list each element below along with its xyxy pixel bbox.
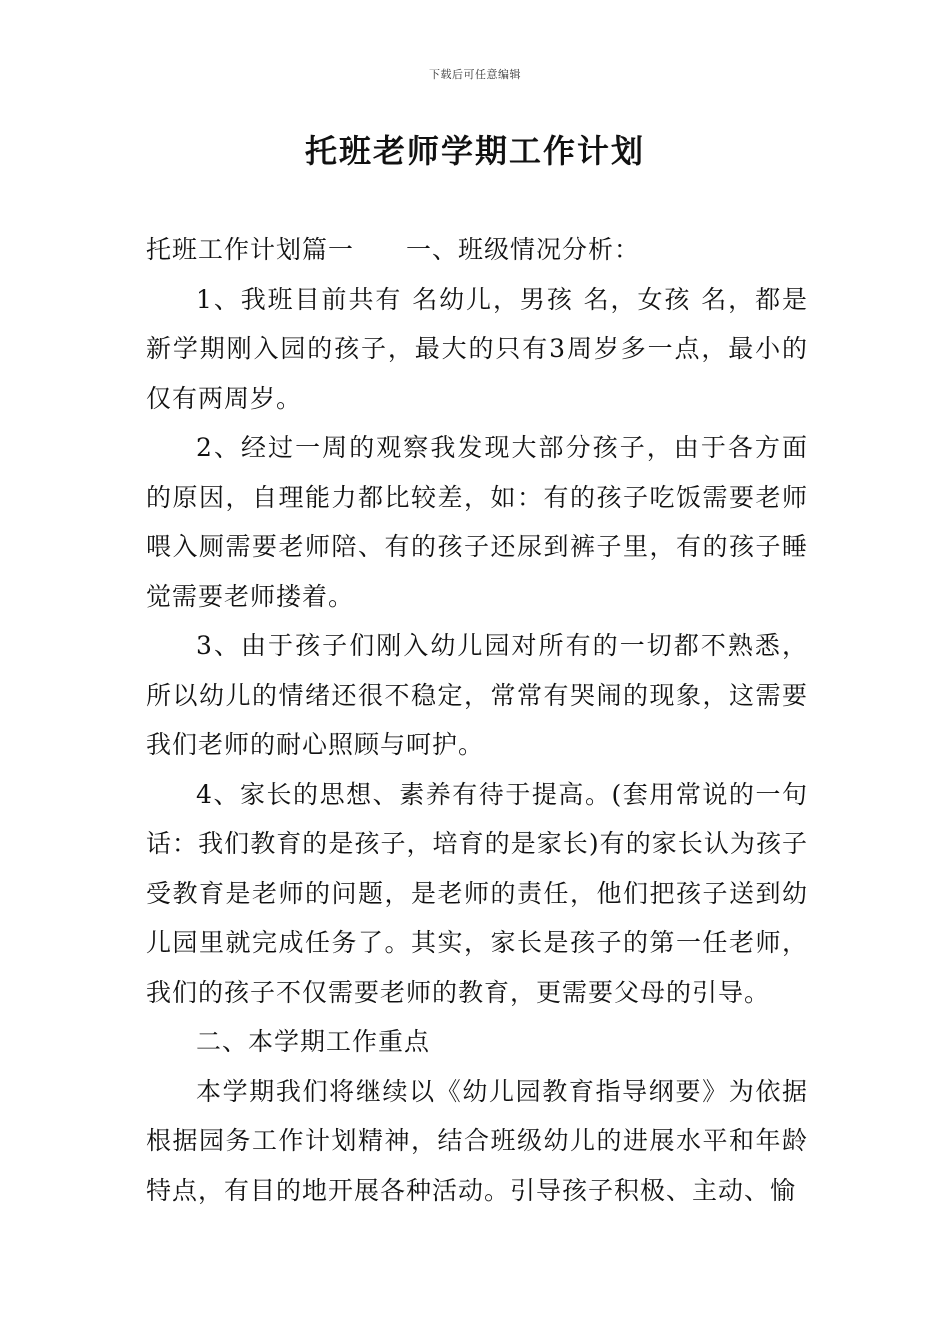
paragraph-4: 4、家长的思想、素养有待于提高。(套用常说的一句话：我们教育的是孩子，培育的是家长)有的家长认为孩子受教育是老师的问题，是老师的责任，他们把孩子送到幼儿园里就完成任务了。其实，家长是孩子的第一任老师，我们的孩子不仅需要老师的教育，更需要父母的引导。 — [146, 779, 808, 1007]
intro-line — [146, 225, 808, 275]
paragraph-1: 1、我班目前共有 名幼儿，男孩 名，女孩 名，都是新学期刚入园的孩子，最大的只有3周岁多一点，最小的仅有两周岁。 — [146, 284, 808, 413]
paragraph-3: 3、由于孩子们刚入幼儿园对所有的一切都不熟悉，所以幼儿的情绪还很不稳定，常常有哭闹的现象，这需要我们老师的耐心照顾与呵护。 — [146, 631, 808, 759]
section-2-heading: 二、本学期工作重点 — [196, 1027, 431, 1056]
header-note: 下载后可任意编辑 — [429, 68, 521, 81]
document-title: 托班老师学期工作计划 — [304, 132, 645, 170]
intro-part-a: 托班工作计划篇一 — [146, 235, 355, 264]
document-body — [146, 225, 808, 1215]
paragraph-2: 2、经过一周的观察我发现大部分孩子，由于各方面的原因，自理能力都比较差，如：有的孩子吃饭需要老师喂入厕需要老师陪、有的孩子还尿到裤子里，有的孩子睡觉需要老师搂着。 — [146, 433, 808, 611]
intro-part-b: 一、班级情况分析： — [406, 235, 641, 264]
section-2-paragraph: 本学期我们将继续以《幼儿园教育指导纲要》为依据根据园务工作计划精神，结合班级幼儿的进展水平和年龄特点，有目的地开展各种活动。引导孩子积极、主动、愉 — [146, 1076, 808, 1205]
